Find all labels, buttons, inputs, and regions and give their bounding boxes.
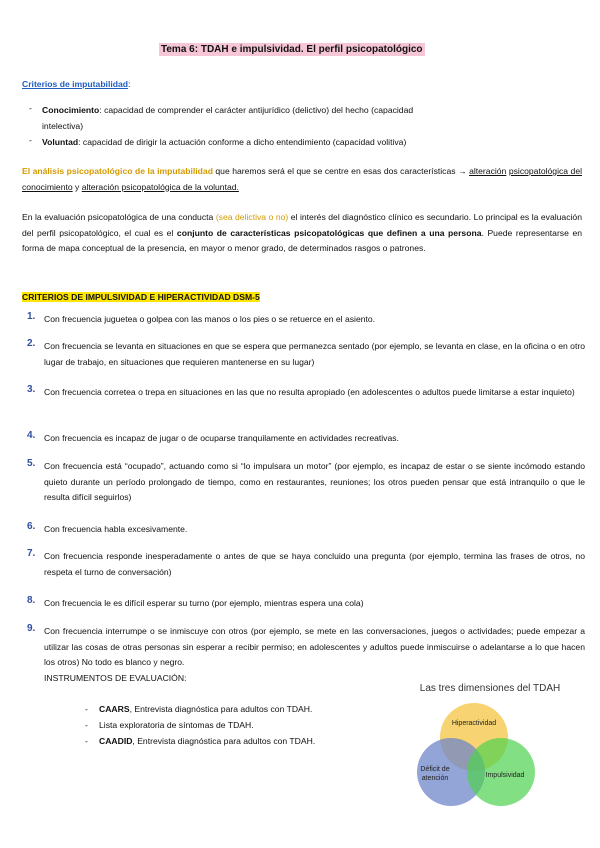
criterios-heading-line [22,290,582,306]
list-number: 4. [27,430,36,441]
imputabilidad-item-voluntad: Voluntad: capacidad de dirigir la actuación conforme a dicho entendimiento (capacidad volitiva) [42,137,407,147]
imputabilidad-heading: Criterios de imputabilidad [22,79,129,89]
tdah-venn-diagram [395,680,585,840]
list-item: Con frecuencia corretea o trepa en situaciones en las que no resulta apropiado (en adolescentes o adultos puede limitarse a estar inquieto) [44,387,575,397]
list-number: 2. [27,338,36,349]
list-number: 1. [27,311,36,322]
list-item: Con frecuencia habla excesivamente. [44,524,188,534]
list-item: Con frecuencia responde inesperadamente o antes de que se haya concluido una pregunta (por ejemplo, termina las frases de otros, no respeta el turno de conversación) [44,551,585,577]
bullet-dash: - [85,720,88,730]
imputabilidad-heading-line: Criterios de imputabilidad: [22,79,131,89]
list-number: 8. [27,595,36,606]
bullet-dash: - [29,103,32,113]
analisis-paragraph: El análisis psicopatológico de la imputabilidad que haremos será el que se centre en esas dos características → alteración psicopatológica del conocimiento y alteración psicopatológica de la voluntad. [22,166,583,192]
list-item: Con frecuencia está “ocupado”, actuando como si “lo impulsara un motor” (por ejemplo, es incapaz de estar o se siente incómodo estando quieto durante un período prolongado de tiempo, como en restaurantes, reuniones; los otros pueden pensar que está intranquilo o que le resulta difícil seguirlos) [44,461,585,502]
instrumentos-heading: INSTRUMENTOS DE EVALUACIÓN: [44,673,187,683]
hiperactividad-label: Hiperactividad [451,720,497,727]
list-number: 5. [27,458,36,469]
instrumento-lista: Lista exploratoria de síntomas de TDAH. [99,720,254,730]
deficit-label-1: Déficit de [420,766,450,773]
imputabilidad-item-conocimiento: Conocimiento: capacidad de comprender el carácter antijurídico (delictivo) del hecho (capacidad intelectiva) [42,105,414,131]
list-item: Con frecuencia interrumpe o se inmiscuye con otros (por ejemplo, se mete en las conversaciones, juegos o actividades; puede empezar a utilizar las cosas de otras personas sin esperar a recibir permiso; en adolescentes y adultos puede inmiscuirse o adelantarse a lo que hacen los otros) No todo es blanco y negro. [44,626,585,667]
list-item: Con frecuencia juguetea o golpea con las manos o los pies o se retuerce en el asiento. [44,314,376,324]
instrumento-caadid: CAADID, Entrevista diagnóstica para adultos con TDAH. [99,736,316,746]
bullet-dash: - [29,135,32,145]
criterios-heading: CRITERIOS DE IMPULSIVIDAD E HIPERACTIVIDAD DSM-5 [22,292,260,302]
evaluacion-paragraph: En la evaluación psicopatológica de una conducta (sea delictiva o no) el interés del diagnóstico clínico es secundario. Lo principal es la evaluación del perfil psicopatológico, el cual es el conjunto de características psicopatológicas que definen a una persona. Puede representarse en forma de mapa conceptual de la presencia, en mayor o menor grado, de determinados rasgos o patrones. [22,212,583,253]
list-number: 3. [27,384,36,395]
list-number: 6. [27,521,36,532]
list-item: Con frecuencia es incapaz de jugar o de ocuparse tranquilamente en actividades recreativas. [44,433,399,443]
list-item: Con frecuencia se levanta en situaciones en que se espera que permanezca sentado (por ejemplo, se levanta en clase, en la oficina o en otro lugar de trabajo, en situaciones que requieren mantenerse en su lugar) [44,341,585,367]
list-item: Con frecuencia le es difícil esperar su turno (por ejemplo, mientras espera una cola) [44,598,364,608]
deficit-label-2: atención [421,775,449,782]
instrumento-caars: CAARS, Entrevista diagnóstica para adultos con TDAH. [99,704,313,714]
bullet-dash: - [85,704,88,714]
impulsividad-label: Impulsividad [485,772,525,779]
bullet-dash: - [85,736,88,746]
page-title: Tema 6: TDAH e impulsividad. El perfil psicopatológico [161,44,423,55]
diagram-title: Las tres dimensiones del TDAH [419,683,561,694]
list-number: 7. [27,548,36,559]
list-number: 9. [27,623,36,634]
